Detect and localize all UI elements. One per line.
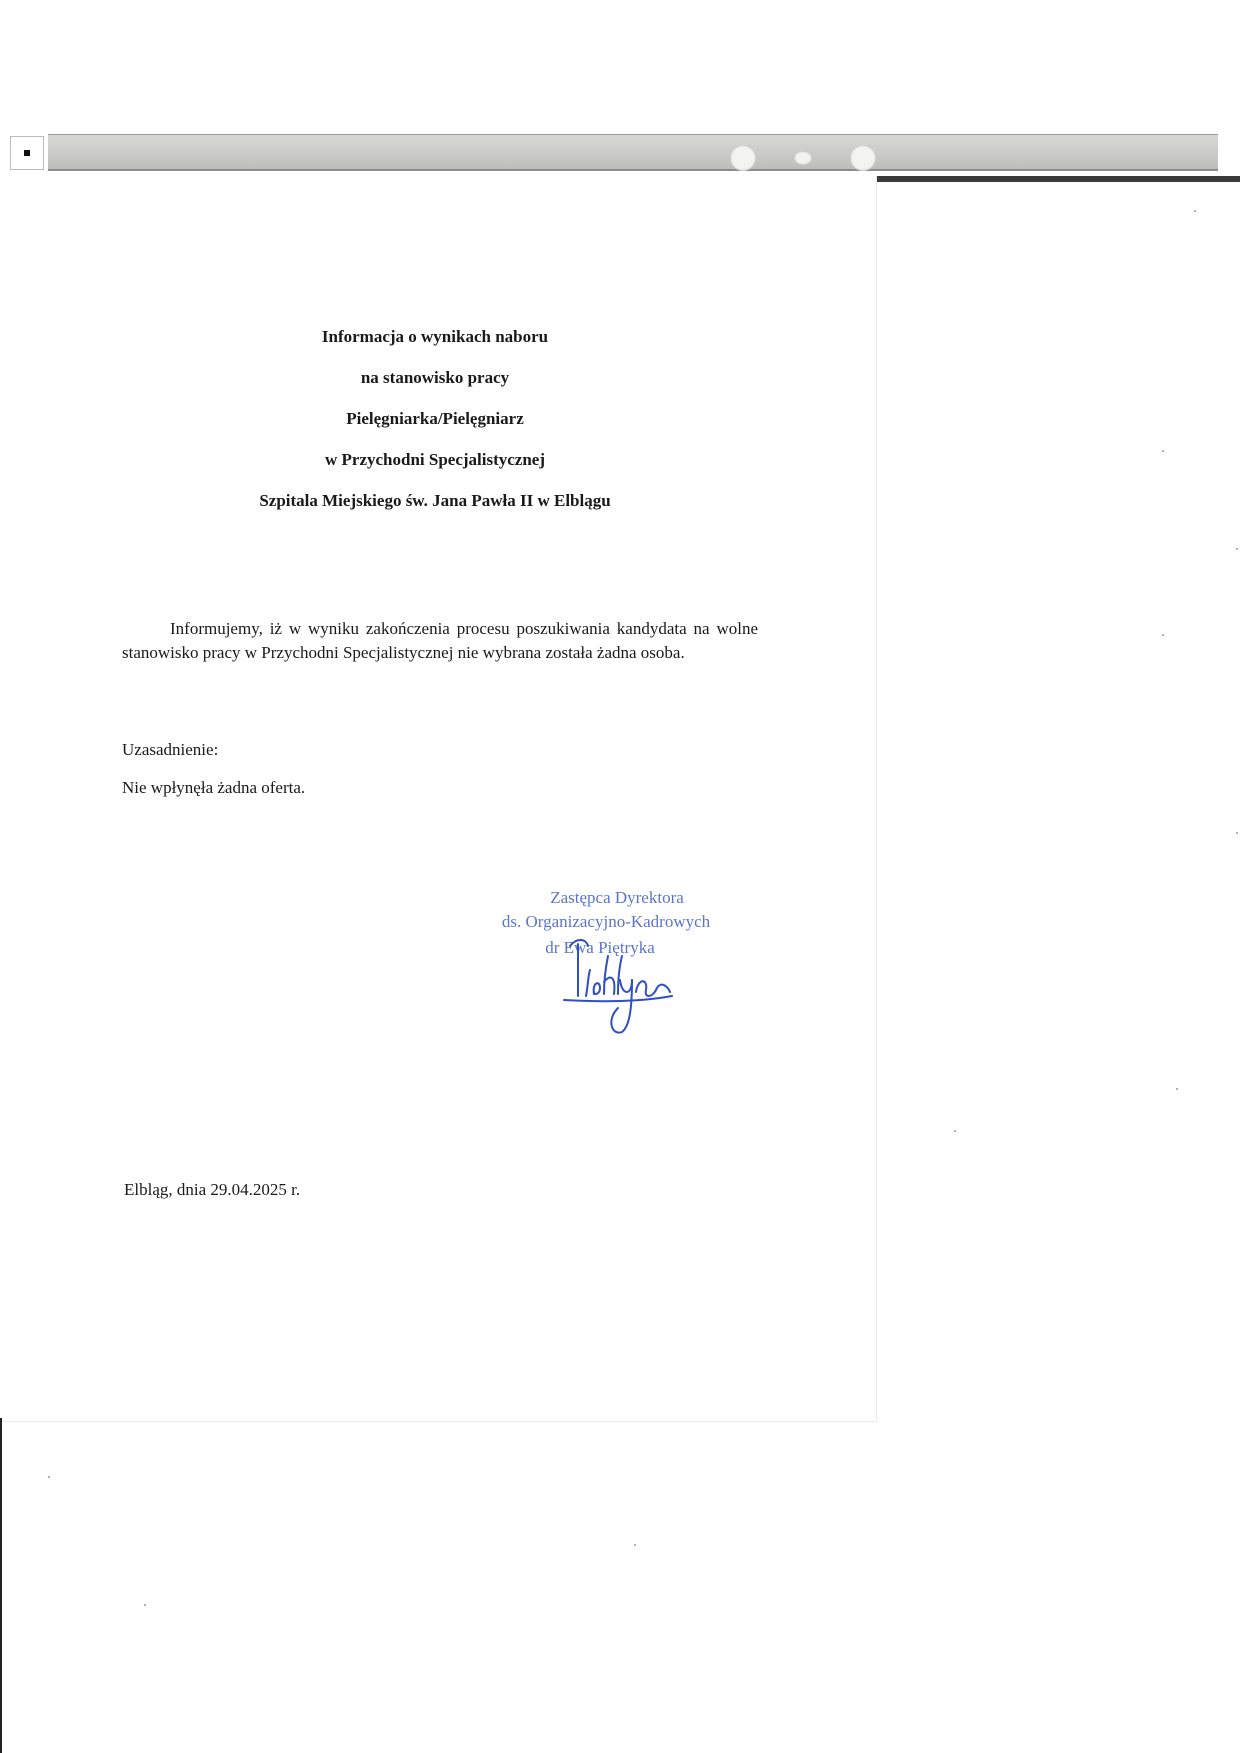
title-line-5: Szpitala Miejskiego św. Jana Pawła II w Elblągu: [259, 491, 611, 510]
scan-speck: [144, 1604, 146, 1606]
justification-text: Nie wpłynęła żadna oferta.: [122, 778, 306, 797]
scan-speck: [1162, 634, 1164, 636]
scan-speck: [954, 1130, 956, 1132]
scanner-binder-strip: [0, 130, 1240, 176]
document-date: Elbląg, dnia 29.04.2025 r.: [124, 1180, 301, 1199]
title-line-2: na stanowisko pracy: [360, 368, 510, 387]
scan-speck: [1236, 832, 1238, 834]
stamp-line-1: Zastępca Dyrektora: [550, 888, 684, 907]
body-paragraph: Informujemy, iż w wyniku zakończenia procesu poszukiwania kandydata na wolne stanowisko pracy w Przychodni Specjalistycznej nie wybrana została żadna osoba.: [122, 619, 758, 662]
stamp-line-3: dr Ewa Piętryka: [545, 938, 655, 957]
title-line-3: Pielęgniarka/Pielęgniarz: [346, 409, 524, 428]
scan-edge-shadow: [876, 176, 1240, 182]
binder-hole-icon: [730, 145, 756, 171]
scan-speck: [1176, 1088, 1178, 1090]
document-title: [180, 316, 690, 521]
title-line-1: Informacja o wynikach naboru: [321, 327, 549, 346]
scan-speck: [634, 1544, 636, 1546]
scan-edge-line: [0, 1418, 2, 1753]
binder-square-marker: [10, 136, 44, 170]
binder-hole-icon: [850, 145, 876, 171]
document-sheet: [0, 176, 877, 1422]
handwritten-signature: [560, 916, 680, 1036]
binder-bar: [48, 134, 1218, 171]
binder-hole-icon: [794, 151, 812, 165]
scan-speck: [48, 1476, 50, 1478]
stamp-line-2: ds. Organizacyjno-Kadrowych: [501, 912, 711, 931]
scan-speck: [1162, 450, 1164, 452]
justification-label: Uzasadnienie:: [122, 740, 219, 759]
scan-speck: [1194, 210, 1196, 212]
scan-speck: [1236, 548, 1238, 550]
title-line-4: w Przychodni Specjalistycznej: [324, 450, 546, 469]
